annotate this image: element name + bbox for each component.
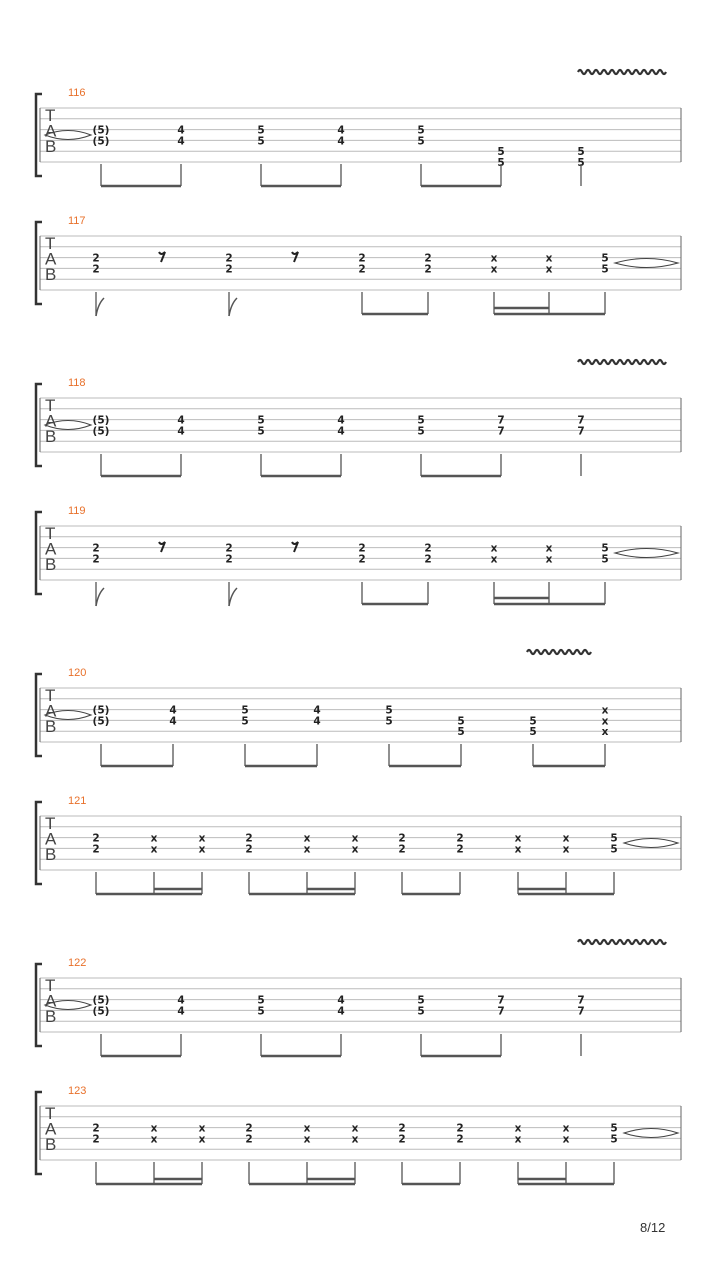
fret-number: 4 [313,715,321,728]
eighth-rest [159,542,165,552]
tab-clef-letter: B [45,1007,57,1026]
fret-number: x [198,1133,206,1146]
tab-system [36,215,681,316]
tab-system [36,360,681,476]
system-bracket [36,964,42,1046]
fret-number: 2 [398,1122,406,1135]
fret-number: 2 [92,252,100,265]
fret-number: 2 [398,1133,406,1146]
fret-number: 5 [417,414,425,427]
fret-number: 2 [92,263,100,276]
fret-number: (5) [92,715,110,728]
fret-number: 2 [92,843,100,856]
fret-number: 2 [424,553,432,566]
tab-clef-letter: A [45,411,57,431]
measure-number: 118 [68,377,86,389]
vibrato-mark [578,940,666,944]
fret-number: 5 [610,832,618,845]
fret-number: 2 [92,1122,100,1135]
fret-number: x [514,843,522,856]
fret-number: 5 [601,252,609,265]
fret-number: 4 [337,1005,345,1018]
fret-number: 5 [497,157,505,169]
fret-number: 2 [424,542,432,555]
fret-number: 4 [177,135,185,148]
tab-clef-letter: B [45,717,57,736]
fret-number: 5 [601,263,609,276]
system-bracket [36,1092,42,1174]
fret-number: 2 [398,832,406,845]
system-bracket [36,674,42,756]
tab-clef-letter: B [45,265,57,284]
fret-number: 2 [245,843,253,856]
system-bracket [36,512,42,594]
fret-number: x [150,1122,158,1135]
fret-number: 5 [241,715,249,728]
fret-number: x [198,832,206,845]
fret-number: (5) [92,414,110,427]
fret-number: 2 [245,1133,253,1146]
fret-number: 2 [456,1133,464,1146]
measure-number: 122 [68,957,87,969]
fret-number: 5 [417,135,425,148]
measure-number: 117 [68,215,86,227]
fret-number: 2 [358,553,366,566]
fret-number: x [514,832,522,845]
tab-system [36,795,681,894]
fret-number: 4 [337,124,345,137]
fret-number: 2 [92,832,100,845]
fret-number: x [601,726,609,739]
tab-clef-letter: A [45,121,57,141]
tab-clef-letter: B [45,427,57,446]
fret-number: 2 [424,252,432,265]
fret-number: 2 [424,263,432,276]
fret-number: x [351,1133,359,1146]
fret-number: 4 [337,994,345,1007]
fret-number: 2 [456,832,464,845]
fret-number: (5) [92,124,110,137]
fret-number: 2 [92,542,100,555]
measure-number: 120 [68,667,87,679]
fret-number: (5) [92,425,110,438]
tab-clef-letter: A [45,701,57,721]
fret-number: 4 [169,704,177,717]
tab-system [36,940,681,1056]
fret-number: 4 [177,425,185,438]
fret-number: 7 [497,414,505,427]
system-bracket [36,94,42,176]
fret-number: 5 [257,414,265,427]
fret-number: 5 [610,1133,618,1146]
fret-number: 5 [577,146,585,159]
note-flag [229,298,237,316]
fret-number: x [490,542,498,555]
fret-number: 2 [225,263,233,276]
fret-number: (5) [92,1005,110,1018]
note-flag [96,588,104,606]
fret-number: 5 [610,1122,618,1135]
fret-number: 5 [385,715,393,728]
page-number: 8/12 [640,1220,666,1235]
tab-clef-letter: T [45,814,56,833]
fret-number: 5 [257,124,265,137]
fret-number: (5) [92,704,110,717]
fret-number: 7 [497,1005,505,1018]
fret-number: x [198,843,206,856]
fret-number: 2 [456,843,464,856]
fret-number: 5 [385,704,393,717]
tab-clef-letter: A [45,1119,57,1139]
tab-system [36,1085,681,1184]
fret-number: 4 [337,135,345,148]
fret-number: 2 [92,1133,100,1146]
measure-number: 116 [68,87,86,99]
fret-number: 4 [177,994,185,1007]
tab-clef-letter: B [45,1135,57,1154]
note-flag [229,588,237,606]
fret-number: 5 [417,1005,425,1018]
fret-number: 5 [257,135,265,148]
fret-number: x [562,832,570,845]
fret-number: 2 [225,553,233,566]
fret-number: 5 [610,843,618,856]
fret-number: 4 [337,425,345,438]
fret-number: 2 [456,1122,464,1135]
fret-number: x [490,252,498,265]
fret-number: 7 [577,994,585,1007]
fret-number: x [545,542,553,555]
fret-number: 5 [601,542,609,555]
fret-number: 7 [497,425,505,438]
vibrato-mark [578,360,666,364]
fret-number: 2 [358,252,366,265]
fret-number: x [601,704,609,717]
fret-number: 4 [177,1005,185,1018]
fret-number: 5 [257,425,265,438]
fret-number: 7 [497,994,505,1007]
fret-number: 4 [337,414,345,427]
measure-number: 123 [68,1085,87,1097]
tab-system [36,505,681,606]
fret-number: 5 [457,715,465,728]
tie-arc [624,1129,678,1138]
fret-number: 5 [457,726,465,739]
eighth-rest [292,542,298,552]
fret-number: 5 [417,994,425,1007]
fret-number: 5 [529,726,537,739]
tab-clef-letter: T [45,1104,56,1123]
fret-number: 2 [358,263,366,276]
tab-system [36,70,681,186]
fret-number: 2 [358,542,366,555]
fret-number: 4 [313,704,321,717]
tab-clef-letter: T [45,396,56,415]
tab-clef-letter: B [45,845,57,864]
system-bracket [36,802,42,884]
fret-number: x [545,252,553,265]
fret-number: x [490,553,498,566]
fret-number: x [514,1122,522,1135]
tie-arc [615,259,678,268]
fret-number: 7 [577,414,585,427]
fret-number: x [490,263,498,276]
measure-number: 119 [68,505,86,517]
tab-clef-letter: T [45,686,56,705]
fret-number: x [351,832,359,845]
fret-number: x [545,553,553,566]
fret-number: (5) [92,994,110,1007]
fret-number: (5) [92,135,110,148]
tab-clef-letter: A [45,539,57,559]
fret-number: 2 [225,252,233,265]
tab-clef-letter: T [45,524,56,543]
fret-number: 4 [169,715,177,728]
measure-number: 121 [68,795,87,807]
fret-number: 5 [257,994,265,1007]
tab-clef-letter: A [45,991,57,1011]
fret-number: 5 [417,124,425,137]
fret-number: 2 [245,832,253,845]
fret-number: x [562,843,570,856]
fret-number: 4 [177,124,185,137]
tab-clef-letter: T [45,234,56,253]
fret-number: 5 [417,425,425,438]
fret-number: x [514,1133,522,1146]
fret-number: 5 [257,1005,265,1018]
system-bracket [36,222,42,304]
fret-number: 7 [577,425,585,438]
fret-number: 5 [241,704,249,717]
fret-number: x [303,1122,311,1135]
fret-number: 4 [177,414,185,427]
tab-system [36,650,681,766]
fret-number: x [303,843,311,856]
tab-clef-letter: T [45,976,56,995]
fret-number: x [150,832,158,845]
fret-number: 2 [225,542,233,555]
fret-number: 2 [92,553,100,566]
fret-number: x [562,1133,570,1146]
eighth-rest [159,252,165,262]
system-bracket [36,384,42,466]
fret-number: x [351,1122,359,1135]
fret-number: 7 [577,1005,585,1018]
fret-number: 2 [245,1122,253,1135]
vibrato-mark [578,70,666,74]
fret-number: 2 [398,843,406,856]
fret-number: x [601,715,609,728]
fret-number: x [351,843,359,856]
fret-number: x [562,1122,570,1135]
fret-number: x [150,843,158,856]
vibrato-mark [527,650,591,654]
tab-clef-letter: A [45,829,57,849]
tie-arc [615,549,678,558]
fret-number: x [150,1133,158,1146]
fret-number: x [198,1122,206,1135]
tab-clef-letter: A [45,249,57,269]
tie-arc [624,839,678,848]
fret-number: 5 [529,715,537,728]
fret-number: 5 [601,553,609,566]
fret-number: x [303,832,311,845]
tab-clef-letter: B [45,137,57,156]
fret-number: 5 [577,157,585,169]
fret-number: x [545,263,553,276]
eighth-rest [292,252,298,262]
fret-number: x [303,1133,311,1146]
tab-clef-letter: B [45,555,57,574]
note-flag [96,298,104,316]
fret-number: 5 [497,146,505,159]
tab-clef-letter: T [45,106,56,125]
